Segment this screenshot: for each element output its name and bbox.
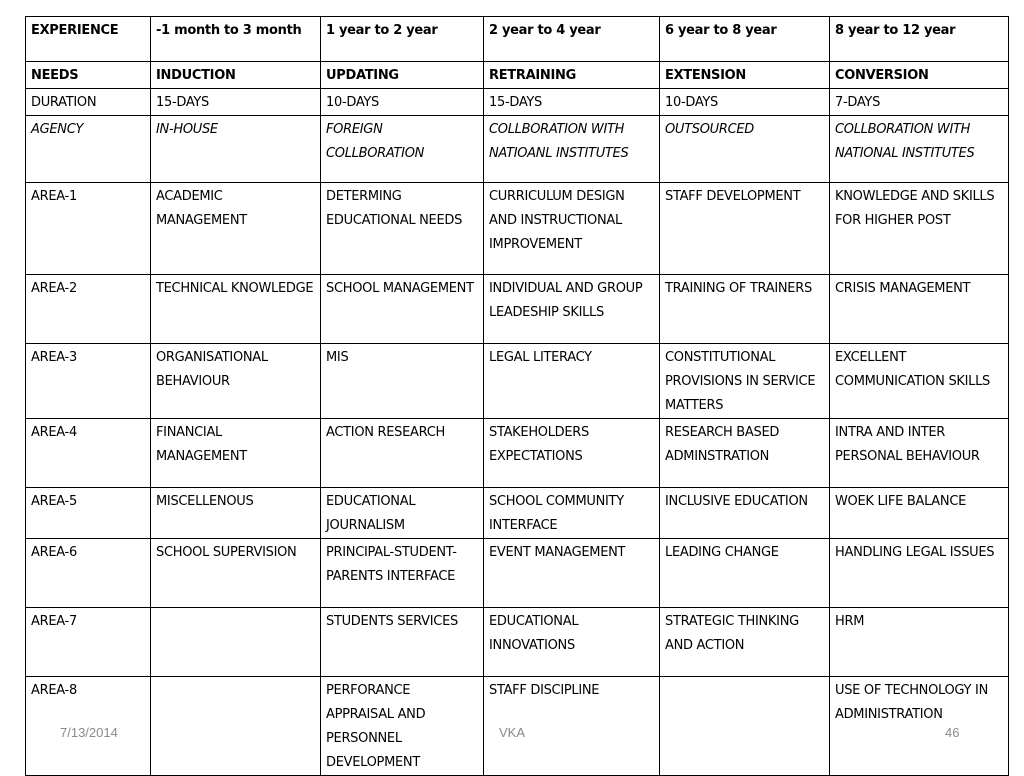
table-cell: AREA-5	[26, 488, 151, 539]
table-cell: COLLBORATION WITH NATIOANL INSTITUTES	[484, 116, 660, 183]
table-cell: AREA-1	[26, 183, 151, 275]
table-cell: WOEK LIFE BALANCE	[830, 488, 1009, 539]
table-cell	[151, 608, 321, 677]
training-needs-table	[25, 16, 1009, 776]
footer-date: 7/13/2014	[60, 725, 118, 740]
table-cell	[151, 677, 321, 776]
table-cell: HANDLING LEGAL ISSUES	[830, 539, 1009, 608]
table-row	[26, 539, 1009, 608]
table-row	[26, 488, 1009, 539]
table-cell: INDUCTION	[151, 62, 321, 89]
header-cell: 2 year to 4 year	[484, 17, 660, 62]
header-cell: 1 year to 2 year	[321, 17, 484, 62]
table-cell: 10-DAYS	[660, 89, 830, 116]
table-cell: STRATEGIC THINKING AND ACTION	[660, 608, 830, 677]
table-cell: CONVERSION	[830, 62, 1009, 89]
footer-author: VKA	[499, 725, 526, 740]
table-cell: DETERMING EDUCATIONAL NEEDS	[321, 183, 484, 275]
table-cell: COLLBORATION WITH NATIONAL INSTITUTES	[830, 116, 1009, 183]
table-cell: NEEDS	[26, 62, 151, 89]
table-cell: EDUCATIONAL JOURNALISM	[321, 488, 484, 539]
table-cell: CONSTITUTIONAL PROVISIONS IN SERVICE MATTERS	[660, 344, 830, 419]
table-cell: INDIVIDUAL AND GROUP LEADESHIP SKILLS	[484, 275, 660, 344]
table-row	[26, 419, 1009, 488]
table-cell: EVENT MANAGEMENT	[484, 539, 660, 608]
table-cell: PERFORANCE APPRAISAL AND PERSONNEL DEVELOPMENT	[321, 677, 484, 776]
table-cell: 15-DAYS	[484, 89, 660, 116]
table-cell: TECHNICAL KNOWLEDGE	[151, 275, 321, 344]
table-cell: FOREIGN COLLBORATION	[321, 116, 484, 183]
table-cell: AREA-4	[26, 419, 151, 488]
table-cell: PRINCIPAL-STUDENT-PARENTS INTERFACE	[321, 539, 484, 608]
agency-row	[26, 116, 1009, 183]
table-cell: INCLUSIVE EDUCATION	[660, 488, 830, 539]
header-row	[26, 17, 1009, 62]
table-cell: SCHOOL MANAGEMENT	[321, 275, 484, 344]
table-cell: CURRICULUM DESIGN AND INSTRUCTIONAL IMPROVEMENT	[484, 183, 660, 275]
table-cell: KNOWLEDGE AND SKILLS FOR HIGHER POST	[830, 183, 1009, 275]
table-row	[26, 608, 1009, 677]
table-cell: AREA-3	[26, 344, 151, 419]
table-cell: SCHOOL SUPERVISION	[151, 539, 321, 608]
table-cell: AREA-6	[26, 539, 151, 608]
table-cell: STAKEHOLDERS EXPECTATIONS	[484, 419, 660, 488]
table-cell: AREA-7	[26, 608, 151, 677]
table-cell: HRM	[830, 608, 1009, 677]
table-cell: DURATION	[26, 89, 151, 116]
header-cell: -1 month to 3 month	[151, 17, 321, 62]
table-cell: ACTION RESEARCH	[321, 419, 484, 488]
table-cell: 15-DAYS	[151, 89, 321, 116]
table-cell: AGENCY	[26, 116, 151, 183]
duration-row	[26, 89, 1009, 116]
table-cell: SCHOOL COMMUNITY INTERFACE	[484, 488, 660, 539]
table-cell: LEADING CHANGE	[660, 539, 830, 608]
table-cell: MIS	[321, 344, 484, 419]
table-cell: EXCELLENT COMMUNICATION SKILLS	[830, 344, 1009, 419]
table-row	[26, 344, 1009, 419]
table-cell: LEGAL LITERACY	[484, 344, 660, 419]
table-row	[26, 183, 1009, 275]
table-cell: OUTSOURCED	[660, 116, 830, 183]
table-cell: STUDENTS SERVICES	[321, 608, 484, 677]
table-cell: AREA-2	[26, 275, 151, 344]
table-cell: ORGANISATIONAL BEHAVIOUR	[151, 344, 321, 419]
needs-row	[26, 62, 1009, 89]
table-cell: IN-HOUSE	[151, 116, 321, 183]
table-cell: STAFF DISCIPLINE	[484, 677, 660, 776]
table-cell	[660, 677, 830, 776]
table-cell: UPDATING	[321, 62, 484, 89]
table-cell: TRAINING OF TRAINERS	[660, 275, 830, 344]
table-cell: RESEARCH BASED ADMINSTRATION	[660, 419, 830, 488]
table-cell: MISCELLENOUS	[151, 488, 321, 539]
table-cell: AREA-8	[26, 677, 151, 776]
table-cell: EXTENSION	[660, 62, 830, 89]
header-cell: 6 year to 8 year	[660, 17, 830, 62]
table-cell: RETRAINING	[484, 62, 660, 89]
table-cell: EDUCATIONAL INNOVATIONS	[484, 608, 660, 677]
table-cell: 7-DAYS	[830, 89, 1009, 116]
table-cell: INTRA AND INTER PERSONAL BEHAVIOUR	[830, 419, 1009, 488]
table-cell: CRISIS MANAGEMENT	[830, 275, 1009, 344]
table-cell: STAFF DEVELOPMENT	[660, 183, 830, 275]
header-cell: 8 year to 12 year	[830, 17, 1009, 62]
table-cell: 10-DAYS	[321, 89, 484, 116]
header-cell: EXPERIENCE	[26, 17, 151, 62]
footer-page-number: 46	[945, 725, 960, 740]
table-row	[26, 275, 1009, 344]
table-cell: ACADEMIC MANAGEMENT	[151, 183, 321, 275]
table-cell: FINANCIAL MANAGEMENT	[151, 419, 321, 488]
table-cell: USE OF TECHNOLOGY IN ADMINISTRATION	[830, 677, 1009, 776]
